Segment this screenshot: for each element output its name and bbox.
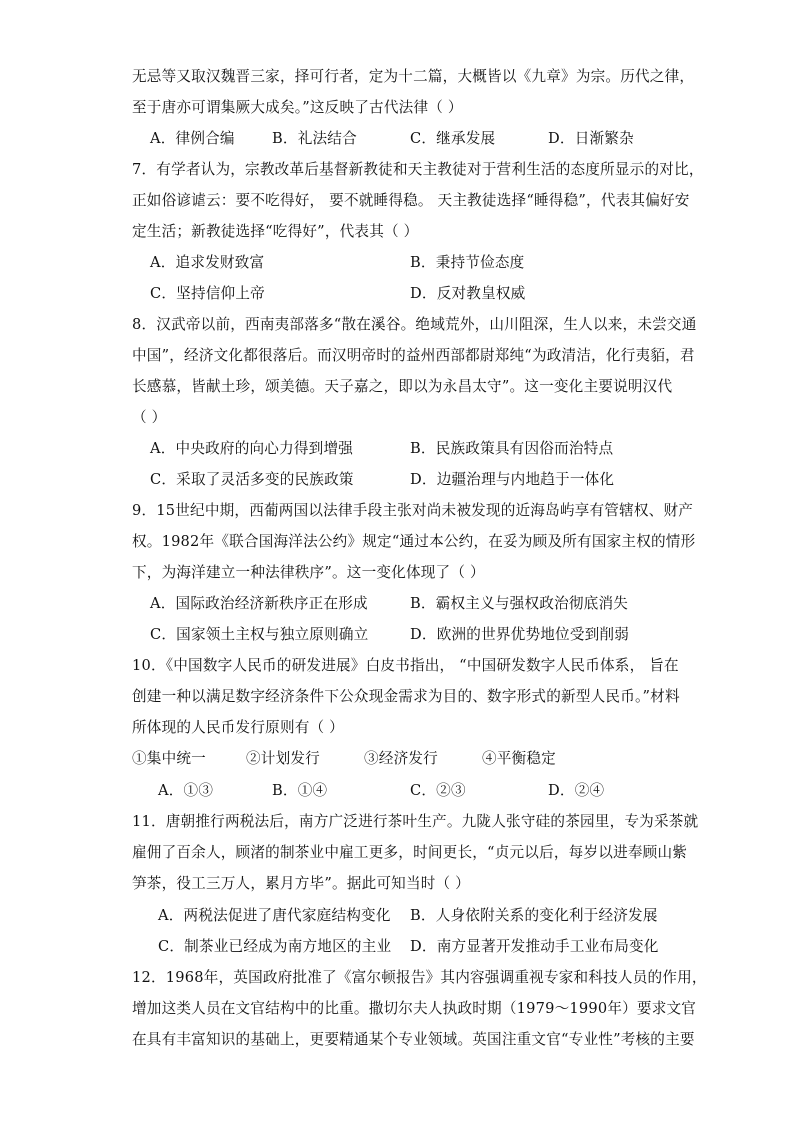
q7-option-b[interactable]: B．秉持节俭态度 [410, 254, 525, 271]
q7-option-a[interactable]: A．追求发财致富 [150, 254, 265, 271]
q10-option-a[interactable]: A．①③ [158, 782, 214, 799]
q11-option-c[interactable]: C．制茶业已经成为南方地区的主业 [158, 938, 392, 955]
q9-option-b[interactable]: B．霸权主义与强权政治彻底消失 [410, 595, 629, 612]
q7-stem-line-2: 正如俗谚谑云：要不吃得好， 要不就睡得稳。 天主教徒选择“睡得稳”，代表其偏好安 [132, 192, 690, 209]
q10-stem-line-3: 所体现的人民币发行原则有（ ） [132, 719, 344, 736]
q9-stem-line-2: 权。1982年《联合国海洋法公约》规定“通过本公约，在妥为顾及所有国家主权的情形 [132, 533, 696, 550]
q9-option-a[interactable]: A．国际政治经济新秩序正在形成 [150, 595, 368, 612]
q6-option-d[interactable]: D．日渐繁杂 [548, 130, 634, 147]
q9-option-c[interactable]: C．国家领土主权与独立原则确立 [150, 626, 369, 643]
q8-stem-line-1: 8．汉武帝以前，西南夷部落多“散在溪谷。绝域荒外，山川阻深，生人以来，未尝交通 [132, 316, 697, 333]
q12-stem-line-1: 12．1968年，英国政府批准了《富尔顿报告》其内容强调重视专家和科技人员的作用， [132, 969, 707, 986]
q9-option-d[interactable]: D．欧洲的世界优势地位受到削弱 [410, 626, 630, 643]
q11-option-d[interactable]: D．南方显著开发推动手工业布局变化 [410, 938, 659, 955]
q10-stem-line-1: 10．《中国数字人民币的研发进展》白皮书指出， “中国研发数字人民币体系， 旨在 [132, 657, 679, 674]
q11-stem-line-1: 11．唐朝推行两税法后，南方广泛进行茶叶生产。九陇人张守硅的茶园里，专为采茶就 [132, 813, 699, 830]
q8-stem-line-2: 中国”，经济文化都很落后。而汉明帝时的益州西部都尉郑纯“为政清洁，化行夷貊，君 [132, 347, 695, 364]
q10-option-c[interactable]: C．②③ [410, 782, 466, 799]
q8-stem-line-3: 长感慕，皆献土珍，颂美德。天子嘉之，即以为永昌太守”。这一变化主要说明汉代 [132, 378, 673, 395]
q7-option-c[interactable]: C．坚持信仰上帝 [150, 285, 265, 302]
q12-stem-line-3: 在具有丰富知识的基础上，更要精通某个专业领域。英国注重文官“专业性”考核的主要 [132, 1031, 695, 1048]
q10-item-1: ①集中统一 [132, 750, 206, 767]
q10-item-3: ③经济发行 [364, 750, 438, 767]
q8-option-a[interactable]: A．中央政府的向心力得到增强 [150, 440, 354, 457]
q10-stem-line-2: 创建一种以满足数字经济条件下公众现金需求为目的、数字形式的新型人民币。”材料 [132, 688, 680, 705]
q11-stem-line-3: 笋茶，役工三万人，累月方毕”。据此可知当时（ ） [132, 875, 470, 892]
q6-stem-line-1: 无忌等又取汉魏晋三家，择可行者，定为十二篇，大概皆以《九章》为宗。历代之律， [132, 68, 695, 85]
q11-stem-line-2: 雇佣了百余人，顾渚的制茶业中雇工更多，时间更长，“贞元以后，每岁以进奉顾山紫 [132, 844, 688, 861]
q7-stem-line-1: 7．有学者认为，宗教改革后基督新教徒和天主教徒对于营利生活的态度所显示的对比， [132, 161, 704, 178]
q7-stem-line-3: 定生活；新教徒选择“吃得好”，代表其（ ） [132, 223, 419, 240]
q10-item-2: ②计划发行 [246, 750, 320, 767]
q6-option-c[interactable]: C．继承发展 [410, 130, 496, 147]
q6-option-b[interactable]: B．礼法结合 [272, 130, 357, 147]
q9-stem-line-3: 下，为海洋建立一种法律秩序”。这一变化体现了（ ） [132, 564, 485, 581]
q10-option-d[interactable]: D．②④ [548, 782, 605, 799]
q7-option-d[interactable]: D．反对教皇权威 [410, 285, 526, 302]
q9-stem-line-1: 9．15世纪中期，西葡两国以法律手段主张对尚未被发现的近海岛屿享有管辖权、财产 [132, 502, 694, 519]
q12-stem-line-2: 增加这类人员在文官结构中的比重。撒切尔夫人执政时期（1979～1990年）要求文官 [132, 1000, 697, 1017]
q10-item-4: ④平衡稳定 [482, 750, 556, 767]
q8-option-b[interactable]: B．民族政策具有因俗而治特点 [410, 440, 614, 457]
q6-option-a[interactable]: A．律例合编 [150, 130, 235, 147]
q8-option-d[interactable]: D．边疆治理与内地趋于一体化 [410, 471, 615, 488]
q8-option-c[interactable]: C．采取了灵活多变的民族政策 [150, 471, 354, 488]
q10-option-b[interactable]: B．①④ [272, 782, 328, 799]
q11-option-b[interactable]: B．人身依附关系的变化利于经济发展 [410, 907, 658, 924]
q11-option-a[interactable]: A．两税法促进了唐代家庭结构变化 [158, 907, 391, 924]
q8-stem-line-4: （ ） [132, 409, 167, 426]
q6-stem-line-2: 至于唐亦可谓集厥大成矣。”这反映了古代法律（ ） [132, 99, 463, 116]
